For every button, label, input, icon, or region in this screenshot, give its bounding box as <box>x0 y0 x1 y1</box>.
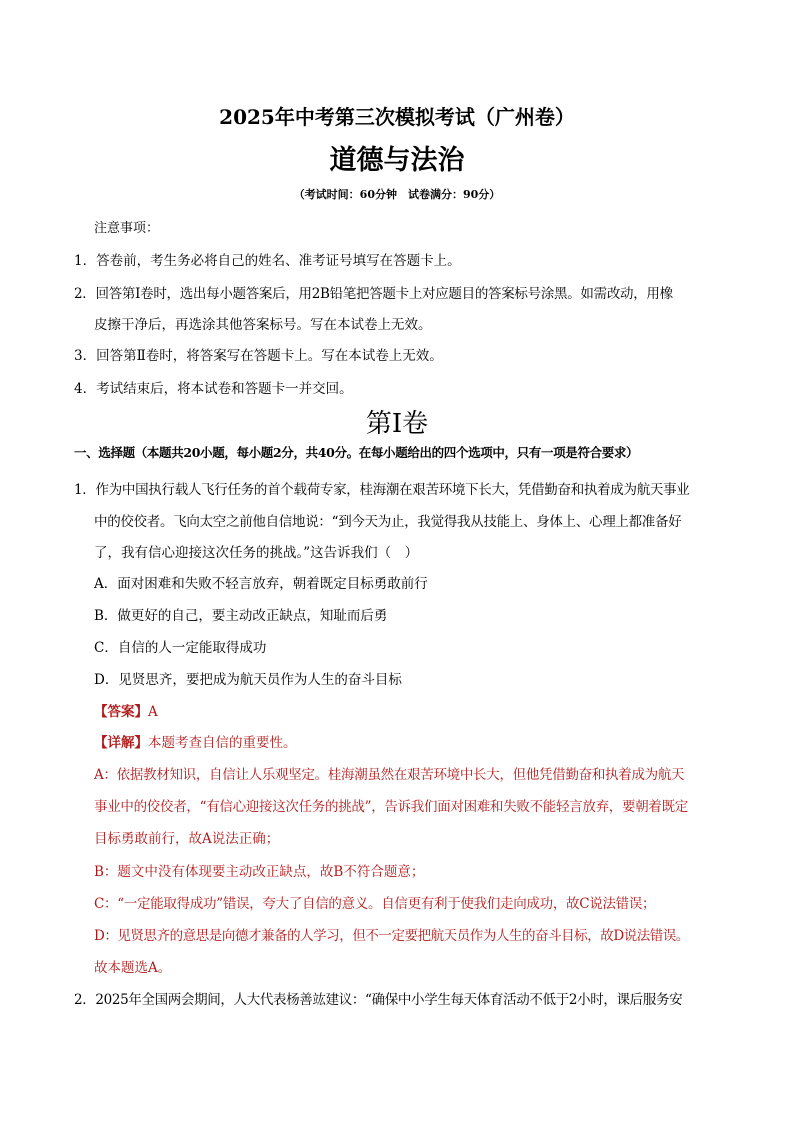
part-heading: 一、选择题（本题共20小题，每小题2分，共40分。在每小题给出的四个选项中，只有一项是符合要求） <box>74 445 639 460</box>
section-title: 第Ⅰ卷 <box>365 409 429 439</box>
question1-option-d: D．见贤思齐，要把成为航天员作为人生的奋斗目标 <box>94 672 402 688</box>
answer-value: A <box>148 704 158 720</box>
answer-line <box>94 702 158 722</box>
notes-title: 注意事项： <box>94 221 160 236</box>
question1-stem-line-1: 1．作为中国执行载人飞行任务的首个载荷专家，桂海潮在艰苦环境下长大，凭借勤奋和执着成为航天事业 <box>74 482 690 498</box>
subject-title: 道德与法治 <box>329 145 465 176</box>
analysis-line-6: D：见贤思齐的意思是向德才兼备的人学习，但不一定要把航天员作为人生的奋斗目标，故D说法错误。 <box>94 928 689 944</box>
analysis-line-1: A：依据教材知识，自信让人乐观坚定。桂海潮虽然在艰苦环境中长大，但他凭借勤奋和执着成为航天 <box>94 767 685 783</box>
note-item-1: 1．答卷前，考生务必将自己的姓名、准考证号填写在答题卡上。 <box>74 253 461 269</box>
detail-label: 【详解】 <box>94 735 148 751</box>
detail-intro: 本题考查自信的重要性。 <box>148 735 297 751</box>
analysis-line-7: 故本题选A。 <box>94 960 172 976</box>
question1-stem-line-3: 了，我有信心迎接这次任务的挑战。”这告诉我们（ ） <box>94 545 419 561</box>
question1-option-a: A．面对困难和失败不轻言放弃，朝着既定目标勇敢前行 <box>94 576 428 592</box>
analysis-line-3: 目标勇敢前行，故A说法正确； <box>94 831 280 847</box>
note-item-4: 4．考试结束后，将本试卷和答题卡一并交回。 <box>74 381 353 397</box>
note-item-2-cont: 皮擦干净后，再选涂其他答案标号。写在本试卷上无效。 <box>94 317 432 333</box>
exam-info: （考试时间：60分钟 试卷满分：90分） <box>293 188 501 201</box>
question1-option-b: B．做更好的自己，要主动改正缺点，知耻而后勇 <box>94 608 388 624</box>
exam-title: 2025年中考第三次模拟考试（广州卷） <box>219 105 575 129</box>
question2-stem-line-1: 2．2025年全国两会期间，人大代表杨善竑建议：“确保中小学生每天体育活动不低于2小时，课后服务安 <box>74 992 683 1008</box>
analysis-line-2: 事业中的佼佼者，“有信心迎接这次任务的挑战”，告诉我们面对困难和失败不能轻言放弃，要朝着既定 <box>94 799 689 815</box>
question1-option-c: C．自信的人一定能取得成功 <box>94 640 267 656</box>
question1-stem-line-2: 中的佼佼者。飞向太空之前他自信地说：“到今天为止，我觉得我从技能上、身体上、心理上都准备好 <box>94 514 682 530</box>
analysis-line-5: C：“一定能取得成功”错误，夸大了自信的意义。自信更有利于使我们走向成功，故C说法错误； <box>94 896 656 912</box>
note-item-3: 3．回答第Ⅱ卷时，将答案写在答题卡上。写在本试卷上无效。 <box>74 348 443 364</box>
note-item-2: 2．回答第Ⅰ卷时，选出每小题答案后，用2B铅笔把答题卡上对应题目的答案标号涂黑。如需改动，用橡 <box>74 286 673 302</box>
detail-line <box>94 733 297 753</box>
analysis-line-4: B：题文中没有体现要主动改正缺点，故B不符合题意； <box>94 864 425 880</box>
answer-label: 【答案】 <box>94 704 148 720</box>
